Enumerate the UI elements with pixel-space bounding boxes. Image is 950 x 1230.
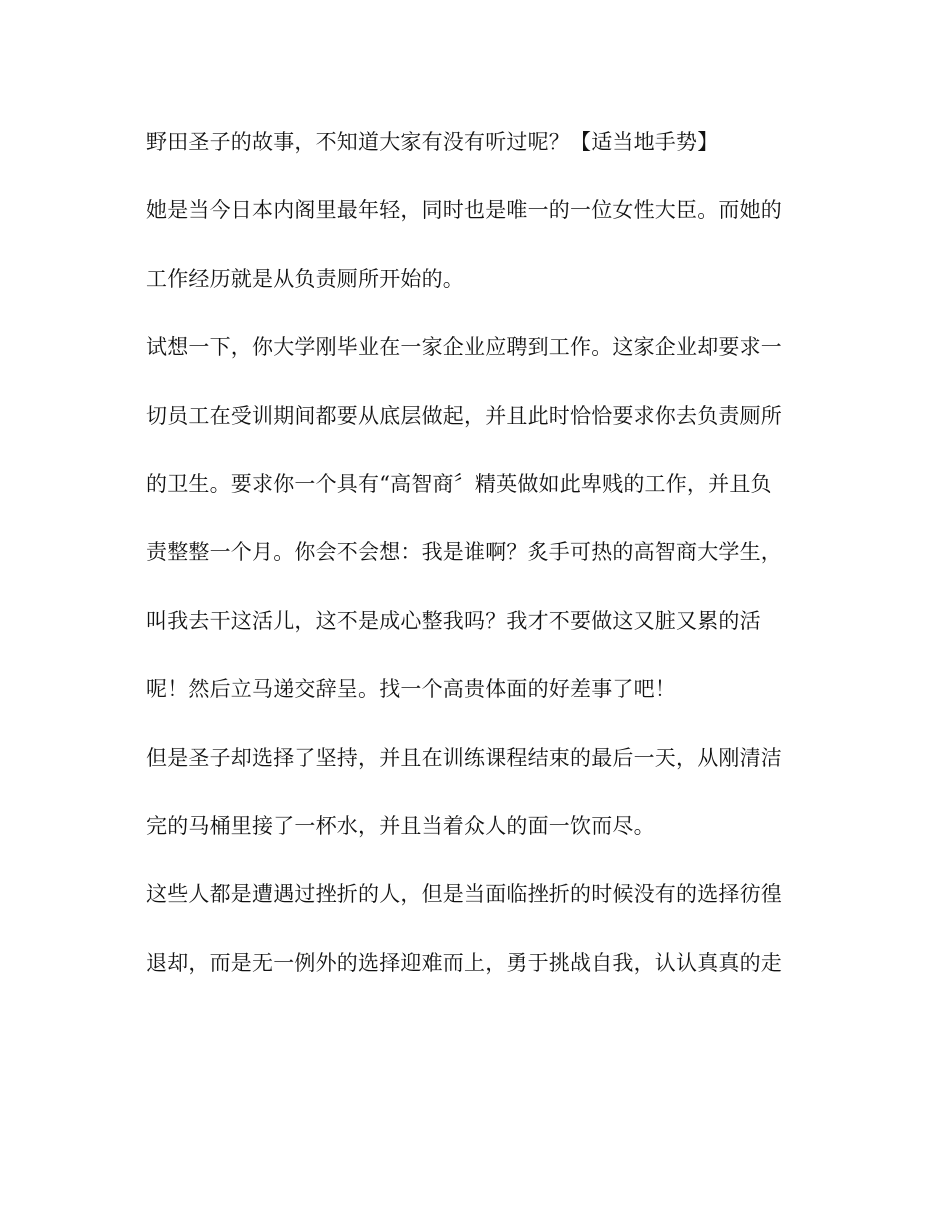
text-line-6: 的卫生。要求你一个具有“高智商〞精英做如此卑贱的工作，并且负 bbox=[146, 471, 772, 496]
text-line-3: 工作经历就是从负责厕所开始的。 bbox=[146, 266, 464, 291]
text-line-13: 退却，而是无一例外的选择迎难而上，勇于挑战自我，认认真真的走 bbox=[146, 950, 782, 975]
text-line-5: 切员工在受训期间都要从底层做起，并且此时恰恰要求你去负责厕所 bbox=[146, 403, 782, 428]
text-line-10: 但是圣子却选择了坚持，并且在训练课程结束的最后一天，从刚清洁 bbox=[146, 745, 782, 770]
text-line-8: 叫我去干这活儿，这不是成心整我吗？我才不要做这又脏又累的活 bbox=[146, 608, 761, 633]
text-line-11: 完的马桶里接了一杯水，并且当着众人的面一饮而尽。 bbox=[146, 813, 655, 838]
text-line-1: 野田圣子的故事，不知道大家有没有听过呢？【适当地手势】 bbox=[146, 130, 719, 154]
text-line-2: 她是当今日本内阁里最年轻，同时也是唯一的一位女性大臣。而她的 bbox=[146, 198, 782, 223]
text-line-4: 试想一下，你大学刚毕业在一家企业应聘到工作。这家企业却要求一 bbox=[146, 335, 782, 360]
text-line-7: 责整整一个月。你会不会想：我是谁啊？炙手可热的高智商大学生， bbox=[146, 540, 782, 565]
text-line-9: 呢！然后立马递交辞呈。找一个高贵体面的好差事了吧！ bbox=[146, 677, 676, 702]
text-line-12: 这些人都是遭遇过挫折的人，但是当面临挫折的时候没有的选择彷徨 bbox=[146, 882, 782, 907]
document-body bbox=[146, 132, 806, 974]
